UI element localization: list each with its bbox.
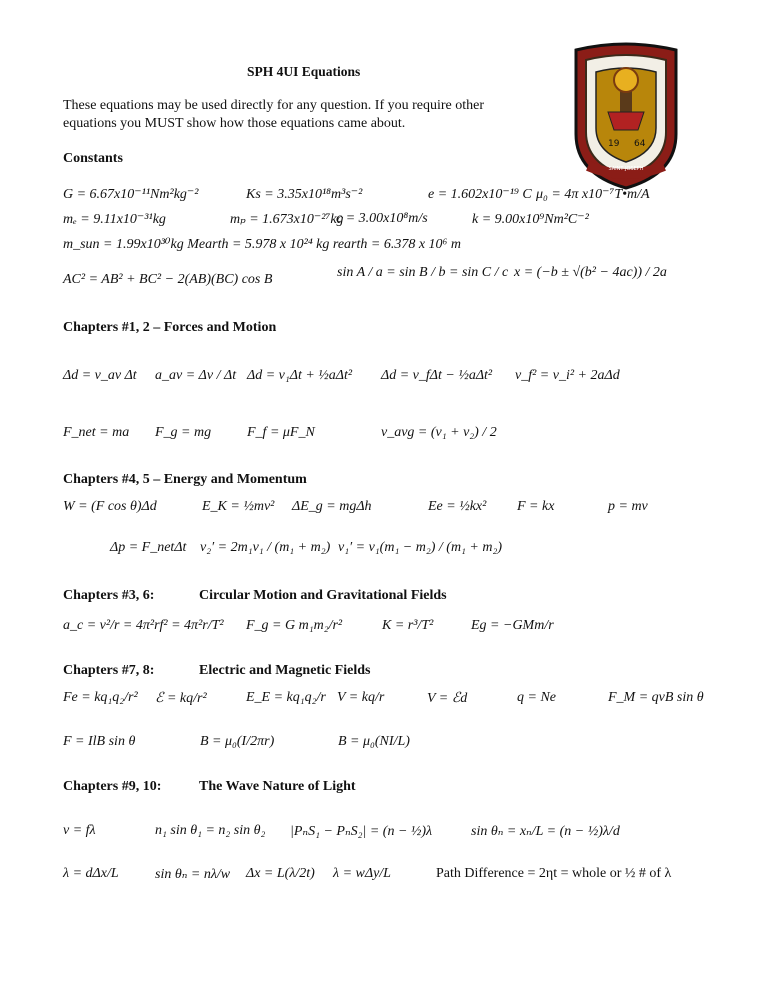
eq-field-wire: B = μ₀(I/2πr) (200, 734, 275, 749)
ch12-heading: Chapters #1, 2 – Forces and Motion (63, 320, 277, 335)
eq-kepler-third: K = r³/T² (382, 618, 434, 633)
eq-gravitation: F_g = G m₁m₂/r² (246, 618, 343, 633)
eq-elastic-energy: Ee = ½kx² (428, 499, 487, 514)
eq-air-wedge: λ = wΔy/L (333, 866, 391, 881)
const-electron-mass: mₑ = 9.11x10⁻³¹kg (63, 212, 166, 227)
eq-potential-field: V = ℰd (427, 691, 468, 706)
eq-centripetal: a_c = v²/r = 4π²rf² = 4π²r/T² (63, 618, 224, 633)
eq-field-solenoid: B = μ₀(NI/L) (338, 734, 410, 749)
school-crest-logo (568, 42, 684, 192)
eq-hookes-law: F = kx (517, 499, 555, 514)
eq-kinematic-initial: Δd = v₁Δt + ½aΔt² (247, 368, 353, 383)
eq-gravitational-potential: Eg = −GMm/r (471, 618, 554, 633)
const-sun-earth: m_sun = 1.99x10³⁰kg Mearth = 5.978 x 10²⁴ kg rearth = 6.378 x 10⁶ m (63, 237, 462, 252)
eq-kinetic-energy: E_K = ½mv² (202, 499, 275, 514)
constants-heading: Constants (63, 151, 123, 166)
eq-velocity-squared: v_f² = v_i² + 2aΔd (515, 368, 620, 383)
const-proton-mass: mₚ = 1.673x10⁻²⁷kg (230, 212, 344, 227)
eq-electric-field: ℰ = kq/r² (155, 691, 207, 706)
eq-magnetic-force-wire: F = IlB sin θ (63, 734, 136, 749)
intro-line-2: equations you MUST show how those equations came about. (63, 116, 406, 131)
eq-magnetic-force-charge: F_M = qvB sin θ (608, 690, 704, 705)
ch910-heading-right: The Wave Nature of Light (199, 779, 356, 794)
eq-single-slit: sin θₙ = nλ/w (155, 867, 231, 882)
eq-nodal-line: sin θₙ = xₙ/L = (n − ½)λ/d (471, 824, 620, 839)
const-gravitational: G = 6.67x10⁻¹¹Nm²kg⁻² (63, 187, 199, 202)
eq-thin-film-spacing: Δx = L(λ/2t) (246, 866, 315, 881)
crest-year-right: 64 (634, 139, 646, 149)
ch78-heading-right: Electric and Magnetic Fields (199, 663, 371, 678)
quadratic-formula: x = (−b ± √(b² − 4ac)) / 2a (514, 265, 667, 280)
const-speed-of-light: c = 3.00x10⁸m/s (336, 211, 428, 226)
const-coulomb: k = 9.00x10⁹Nm²C⁻² (472, 212, 589, 227)
crest-year-left: 19 (608, 139, 620, 149)
eq-displacement-avg: Δd = v_av Δt (63, 368, 137, 383)
ch78-heading-left: Chapters #7, 8: (63, 663, 155, 678)
eq-collision-v2: v₂′ = 2m₁v₁ / (m₁ + m₂) (200, 540, 331, 555)
const-elementary-charge: e = 1.602x10⁻¹⁹ C (428, 187, 532, 202)
eq-friction: F_f = μF_N (247, 425, 315, 440)
eq-wavelength-young: λ = dΔx/L (63, 866, 119, 881)
eq-kinematic-final: Δd = v_fΔt − ½aΔt² (381, 368, 493, 383)
intro-line-1: These equations may be used directly for any question. If you require other (63, 98, 485, 113)
cosine-law: AC² = AB² + BC² − 2(AB)(BC) cos B (63, 272, 273, 287)
path-difference-note: Path Difference = 2ηt = whole or ½ # of λ (436, 866, 672, 881)
eq-path-difference: |PₙS₁ − PₙS₂| = (n − ½)λ (290, 824, 433, 839)
eq-avg-acceleration: a_av = Δv / Δt (155, 368, 237, 383)
eq-avg-velocity: v_avg = (v₁ + v₂) / 2 (381, 425, 497, 440)
const-permeability: μ₀ = 4π x10⁻⁷T•m/A (536, 187, 650, 202)
eq-charge-quantization: q = Ne (517, 690, 556, 705)
eq-impulse: Δp = F_netΔt (110, 540, 187, 555)
const-kepler: Ks = 3.35x10¹⁸m³s⁻² (246, 187, 363, 202)
eq-work: W = (F cos θ)Δd (63, 499, 157, 514)
eq-electric-potential: V = kq/r (337, 690, 385, 705)
ch36-heading-right: Circular Motion and Gravitational Fields (199, 588, 447, 603)
ch910-heading-left: Chapters #9, 10: (63, 779, 162, 794)
eq-snells-law: n₁ sin θ₁ = n₂ sin θ₂ (155, 823, 266, 838)
eq-gravity-force: F_g = mg (155, 425, 212, 440)
ch36-heading-left: Chapters #3, 6: (63, 588, 155, 603)
eq-momentum: p = mv (608, 499, 648, 514)
page-title: SPH 4UI Equations (247, 64, 361, 79)
eq-collision-v1: v₁′ = v₁(m₁ − m₂) / (m₁ + m₂) (338, 540, 503, 555)
eq-electric-potential-energy: E_E = kq₁q₂/r (246, 690, 326, 705)
ch45-heading: Chapters #4, 5 – Energy and Momentum (63, 472, 307, 487)
eq-net-force: F_net = ma (63, 425, 130, 440)
eq-wave-speed: v = fλ (63, 823, 96, 838)
crest-banner: SAINT JOSEPH (608, 166, 644, 172)
sine-law: sin A / a = sin B / b = sin C / c (337, 265, 509, 280)
eq-coulomb-force: Fe = kq₁q₂/r² (63, 690, 138, 705)
eq-potential-energy: ΔE_g = mgΔh (292, 499, 372, 514)
